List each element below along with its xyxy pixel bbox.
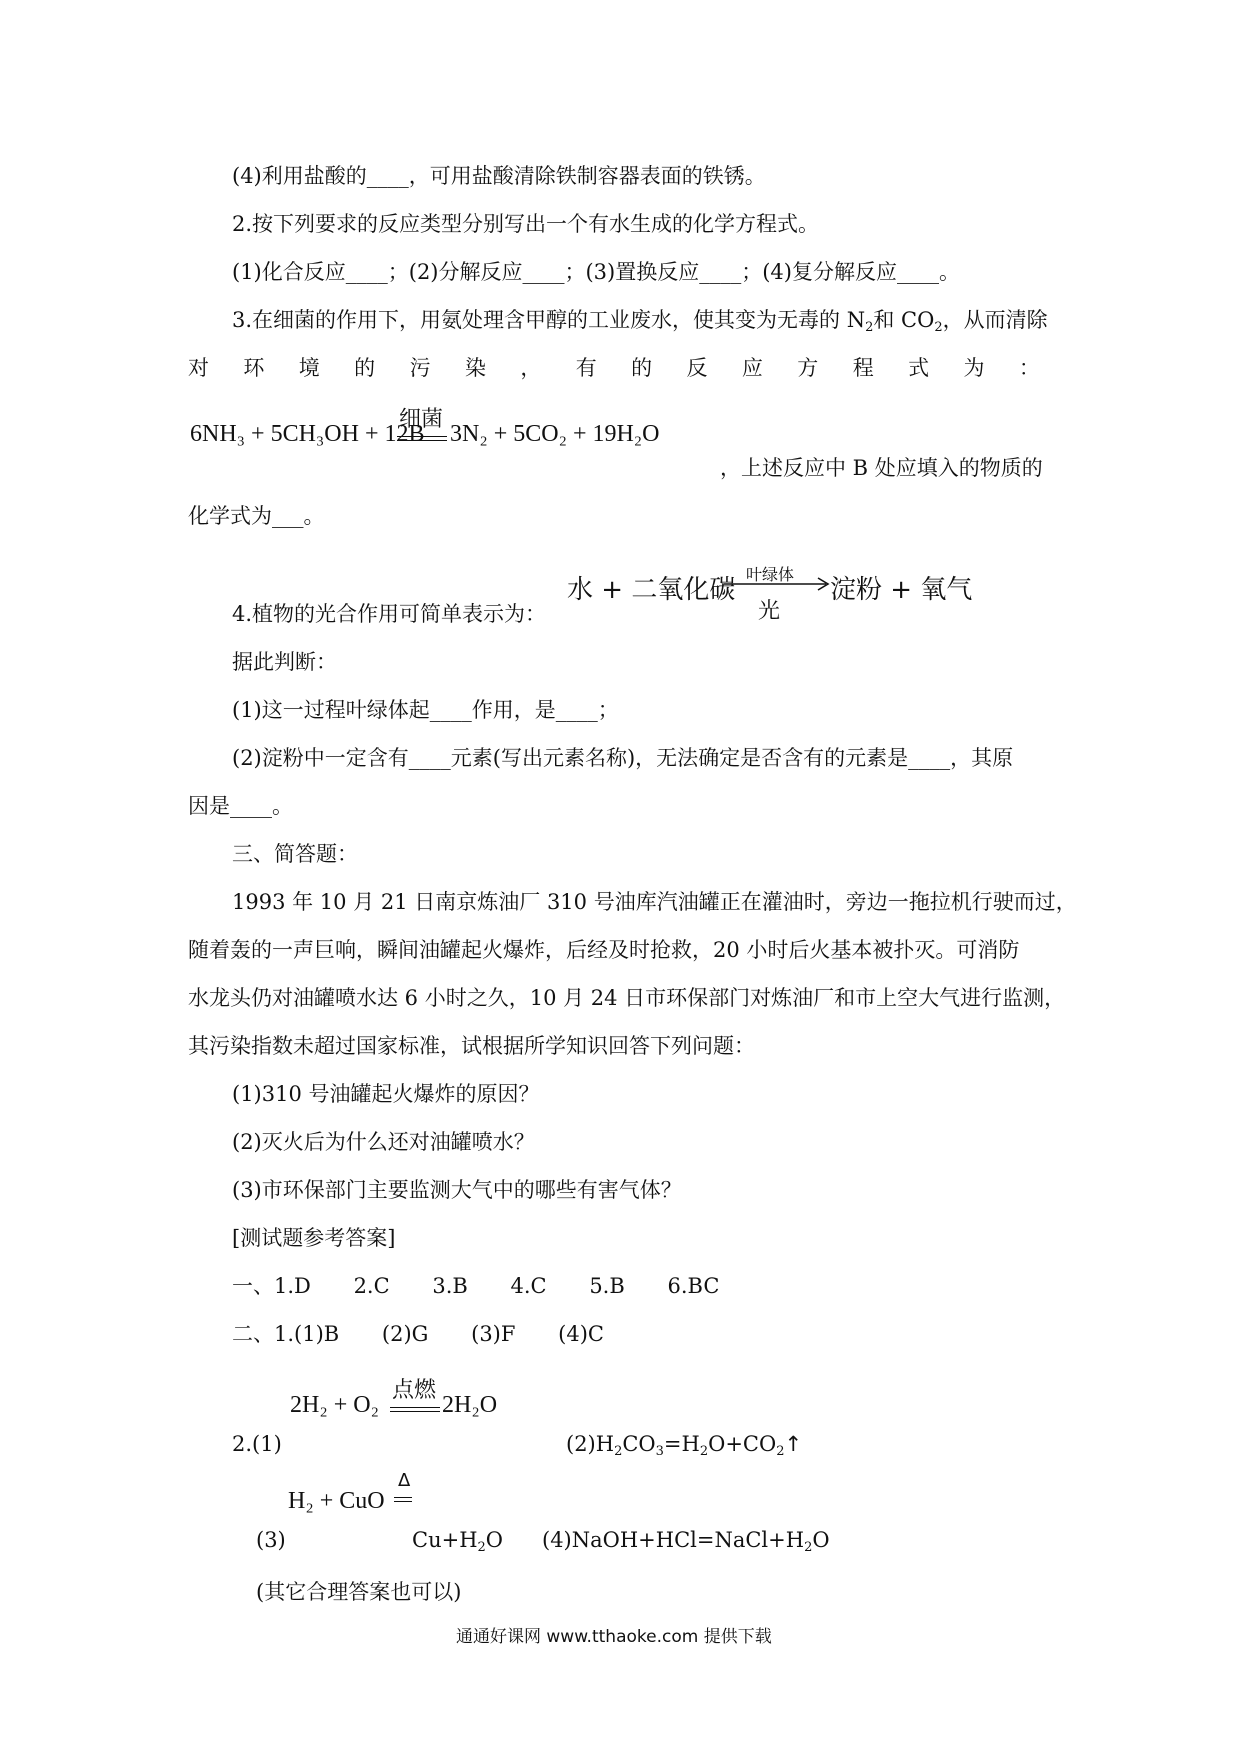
q4-item-2-cont: 因是____。	[188, 794, 293, 818]
answer-item: 一、1.D	[232, 1274, 311, 1298]
q3-char: 的	[631, 356, 653, 380]
formula-part: CO	[622, 1432, 656, 1456]
answer-note: (其它合理答案也可以)	[256, 1580, 462, 1604]
q4-item-2: (2)淀粉中一定含有____元素(写出元素名称)，无法确定是否含有的元素是____，其原	[232, 746, 1014, 770]
answer-item: 二、1.(1)B	[232, 1322, 340, 1346]
q3-char: 污	[409, 356, 431, 380]
answer-item: 2.C	[353, 1274, 390, 1298]
short-question-2: (2)灭火后为什么还对油罐喷水？	[232, 1130, 535, 1154]
equation-lhs: 水 + 二氧化碳	[567, 575, 736, 605]
answer-2-1-label: 2.(1)	[232, 1432, 282, 1456]
page-footer: 通通好课网 www.tthaoke.com 提供下载	[456, 1627, 772, 1647]
n2-subscript: 2	[865, 320, 874, 335]
answers-title: [测试题参考答案]	[232, 1226, 396, 1250]
q3-stem-a: 3.在细菌的作用下，用氨处理含甲醇的工业废水，使其变为无毒的 N	[232, 308, 866, 332]
subscript: 2	[776, 1444, 785, 1459]
paragraph-line: 水龙头仍对油罐喷水达 6 小时之久，10 月 24 日市环保部门对炼油厂和市上空大气进行监测，	[188, 986, 1066, 1010]
q3-tail: ，上述反应中 B 处应填入的物质的	[720, 456, 1043, 480]
condition-label: 细菌	[399, 407, 444, 432]
short-question-3: (3)市环保部门主要监测大气中的哪些有害气体？	[232, 1178, 682, 1202]
condition-bottom: 光	[758, 599, 781, 624]
answer-item: (3)F	[471, 1322, 516, 1346]
reaction-arrow	[722, 576, 832, 592]
answers-section-1	[232, 1272, 719, 1300]
equal-double-line	[397, 436, 447, 441]
condition-label: 点燃	[392, 1378, 437, 1403]
q3-char: ：	[1018, 356, 1040, 380]
q4-stem: 4.植物的光合作用可简单表示为：	[232, 602, 547, 626]
q4-item-4: (4)利用盐酸的____，可用盐酸清除铁制容器表面的铁锈。	[232, 164, 766, 188]
q3-char: 境	[298, 356, 320, 380]
subscript: 2	[477, 1540, 486, 1555]
q3-stem-c: ，从而清除	[942, 308, 1048, 332]
answer-item: 4.C	[510, 1274, 547, 1298]
answers-section-2	[232, 1320, 604, 1348]
q2-items: (1)化合反应____；(2)分解反应____；(3)置换反应____；(4)复分解反应____。	[232, 260, 960, 284]
answer-item: (4)C	[558, 1322, 604, 1346]
q3-char: ，	[520, 356, 542, 380]
paragraph-line: 1993 年 10 月 21 日南京炼油厂 310 号油库汽油罐正在灌油时，旁边一拖拉机行驶而过，	[232, 890, 1077, 914]
subscript: 2	[699, 1444, 709, 1459]
q3-char: 程	[852, 356, 874, 380]
formula-part: =H	[663, 1432, 700, 1456]
paragraph-line: 其污染指数未超过国家标准，试根据所学知识回答下列问题：	[188, 1034, 755, 1058]
answer-2-2	[566, 1430, 802, 1466]
q3-char: 的	[354, 356, 376, 380]
subscript: 2	[804, 1540, 813, 1555]
subscript: 3	[655, 1444, 664, 1459]
equation-lhs: 6NH₃ + 5CH₃OH + 12B	[190, 421, 425, 447]
equation-rhs: 淀粉 + 氧气	[830, 575, 973, 605]
q3-end: 化学式为___。	[188, 504, 325, 528]
equation-lhs: H₂ + CuO	[288, 1488, 385, 1514]
answer-item: 3.B	[432, 1274, 468, 1298]
equation-rhs: 2H₂O	[442, 1392, 498, 1418]
short-question-1: (1)310 号油罐起火爆炸的原因？	[232, 1082, 540, 1106]
answer-item: 5.B	[589, 1274, 625, 1298]
heat-symbol: Δ	[398, 1470, 411, 1491]
q3-char: 环	[243, 356, 265, 380]
q3-char: 反	[686, 356, 708, 380]
formula-part: Cu+H	[412, 1528, 478, 1552]
equal-double-line	[394, 1497, 412, 1502]
formula-part: O	[485, 1528, 504, 1552]
co2-subscript: 2	[934, 320, 943, 335]
answer-item: 6.BC	[667, 1274, 720, 1298]
subscript: 2	[614, 1444, 623, 1459]
gas-arrow-symbol: ↑	[784, 1432, 803, 1456]
q3-char: 为	[963, 356, 985, 380]
q4-item-1: (1)这一过程叶绿体起____作用，是____；	[232, 698, 619, 722]
q2-stem: 2.按下列要求的反应类型分别写出一个有水生成的化学方程式。	[232, 212, 820, 236]
q3-char: 方	[797, 356, 819, 380]
equal-double-line	[390, 1407, 440, 1412]
formula-part: (4)NaOH+HCl=NaCl+H	[542, 1528, 805, 1552]
answer-2-3-label: (3)	[256, 1528, 286, 1552]
q3-char: 应	[741, 356, 763, 380]
formula-part: (2)H	[566, 1432, 615, 1456]
formula-part: O	[812, 1528, 830, 1552]
q3-char: 染	[464, 356, 486, 380]
answer-item: (2)G	[381, 1322, 429, 1346]
q3-stem	[232, 306, 1048, 342]
condition-top: 叶绿体	[746, 565, 795, 584]
equation-rhs: 3N₂ + 5CO₂ + 19H₂O	[450, 421, 660, 447]
q3-char: 有	[575, 356, 597, 380]
answer-2-4	[542, 1526, 830, 1562]
paragraph-line: 随着轰的一声巨响，瞬间油罐起火爆炸，后经及时抢救，20 小时后火基本被扑灭。可消防	[188, 938, 1020, 962]
formula-part: O+CO	[708, 1432, 777, 1456]
q3-stem-b: 和 CO	[873, 308, 935, 332]
equation-lhs: 2H₂ + O₂	[290, 1392, 379, 1418]
q4-judge: 据此判断：	[232, 650, 337, 674]
answer-2-3-product	[412, 1526, 503, 1562]
q3-char: 式	[908, 356, 930, 380]
section-3-title: 三、简答题：	[232, 842, 358, 866]
q3-char: 对	[188, 356, 209, 380]
q3-stem-line2	[188, 354, 1040, 382]
